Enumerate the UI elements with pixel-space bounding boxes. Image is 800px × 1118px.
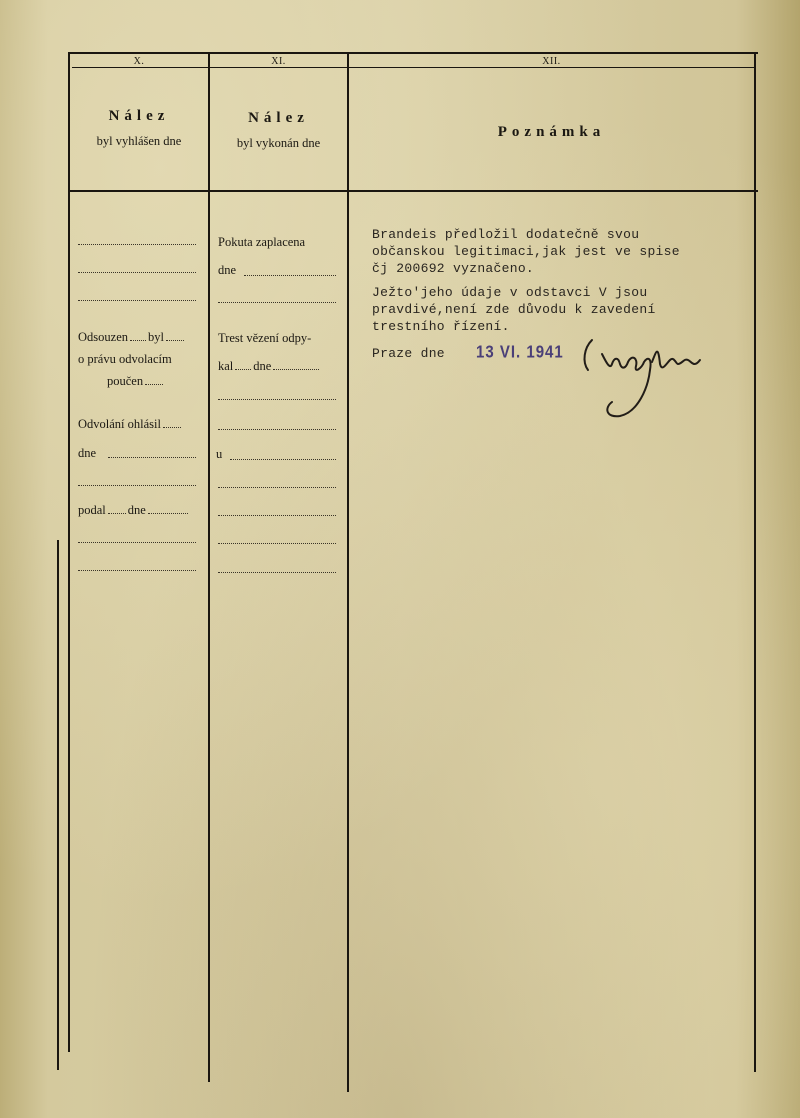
column-x-subtitle: byl vyhlášen dne	[96, 134, 182, 148]
column-xi-subtitle: byl vykonán dne	[236, 136, 321, 150]
appeal-declared-field	[78, 417, 183, 432]
field-line	[218, 399, 336, 400]
header-bottom-border	[70, 190, 758, 192]
note-line: Ježto'jeho údaje v odstavci V jsou	[372, 285, 648, 300]
column-x-title: Nález	[108, 108, 170, 124]
note-line: Brandeis předložil dodatečně svou	[372, 227, 640, 242]
field-line	[108, 457, 196, 458]
table-top-border	[68, 52, 758, 54]
field-line	[78, 300, 196, 301]
field-line	[78, 244, 196, 245]
field-line	[78, 570, 196, 571]
appeal-rights-label: o právu odvolacím	[78, 352, 172, 366]
note-line: pravdivé,není zde důvodu k zavedení	[372, 302, 656, 317]
column-xii-title: Poznámka	[497, 124, 606, 140]
instructed-label: poučen	[107, 374, 144, 388]
appeal-declared-label: Odvolání ohlásil	[78, 417, 161, 431]
sentenced-label: Odsouzen	[78, 330, 128, 344]
fine-date-field	[218, 263, 236, 278]
served-field	[218, 359, 321, 374]
sentenced-suffix: byl	[148, 330, 164, 344]
column-number-xii: XII.	[542, 56, 561, 67]
fine-date-label: dne	[218, 263, 237, 277]
served-date-label: dne	[253, 359, 272, 373]
served-label: kal	[218, 359, 234, 373]
field-line	[230, 459, 336, 460]
field-line	[218, 572, 336, 573]
prison-served-label: Trest vězení odpy-	[218, 331, 312, 345]
field-line	[218, 487, 336, 488]
note-line: trestního řízení.	[372, 319, 510, 334]
signature-mark	[578, 334, 708, 424]
field-line	[78, 272, 196, 273]
note-line: čj 200692 vyznačeno.	[372, 261, 535, 276]
column-xi-title: Nález	[248, 110, 309, 126]
place-date-prefix: Praze dne	[372, 346, 445, 361]
field-line	[244, 275, 336, 276]
fine-paid-label: Pokuta zaplacena	[218, 235, 306, 249]
filed-date-label: dne	[127, 503, 146, 517]
filed-field	[78, 503, 190, 518]
date-stamp: 13 VI. 1941	[476, 342, 564, 363]
column-number-xi: XI.	[271, 56, 286, 67]
field-line	[78, 542, 196, 543]
field-line	[218, 515, 336, 516]
instructed-field	[107, 374, 165, 389]
field-line	[218, 429, 336, 430]
filed-label: podal	[78, 503, 106, 517]
note-line: občanskou legitimaci,jak jest ve spise	[372, 244, 680, 259]
table-left-border-lower	[57, 540, 59, 1070]
column-number-x: X.	[133, 56, 145, 67]
field-line	[218, 302, 336, 303]
sentenced-field	[78, 330, 186, 345]
column-divider-1	[208, 52, 210, 1082]
column-divider-2	[347, 52, 349, 1092]
column-number-divider	[72, 67, 756, 68]
table-right-border	[754, 52, 756, 1072]
field-line	[218, 543, 336, 544]
at-label: u	[216, 447, 223, 461]
appeal-date-label: dne	[78, 446, 97, 460]
field-line	[78, 485, 196, 486]
table-left-border	[68, 52, 70, 1052]
